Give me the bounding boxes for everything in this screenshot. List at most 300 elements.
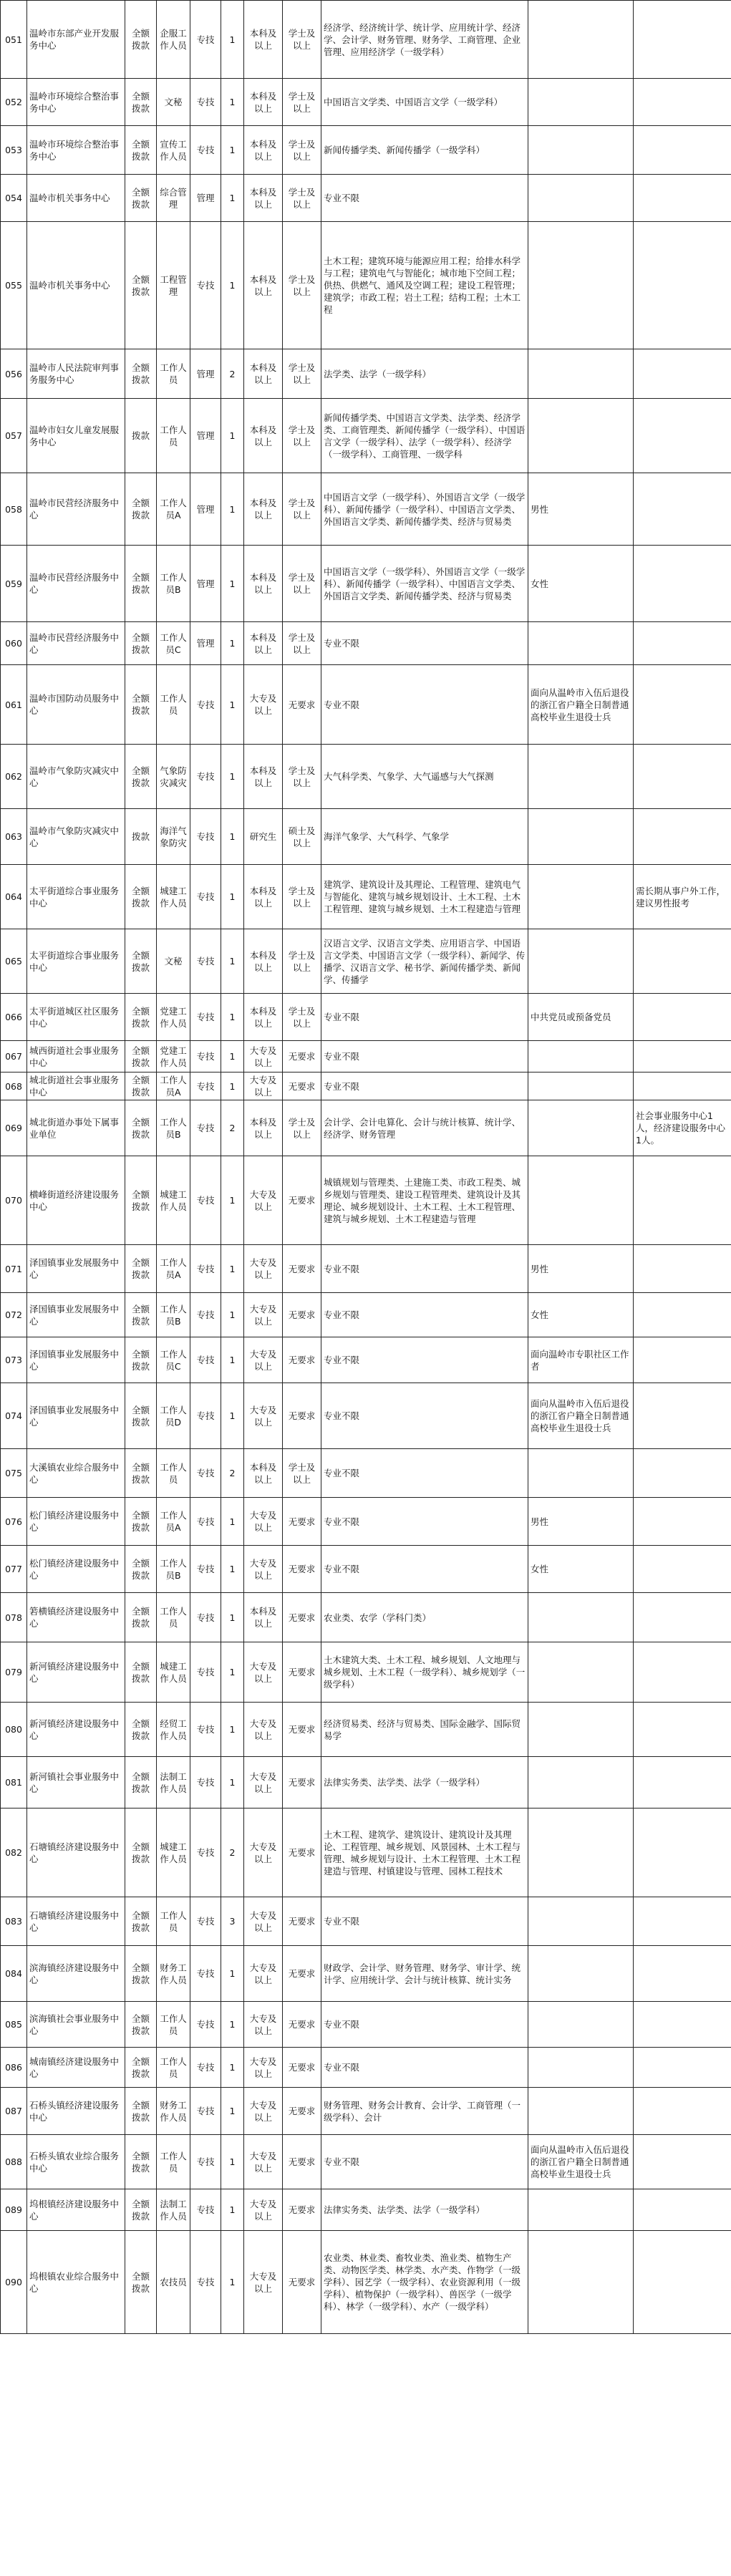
- cell-major-requirement: 新闻传播学类、新闻传播学（一级学科）: [321, 126, 528, 175]
- cell-education: 大专及以上: [244, 1808, 283, 1897]
- cell-degree: 无要求: [283, 1245, 321, 1293]
- cell-recruiting-unit: 温岭市环境综合整治事务中心: [27, 126, 125, 175]
- cell-row-number: 082: [1, 1808, 27, 1897]
- cell-funding-type: 全额拨款: [125, 2048, 157, 2088]
- cell-headcount: 1: [221, 1156, 244, 1245]
- cell-funding-type: 全额拨款: [125, 994, 157, 1041]
- cell-degree: 无要求: [283, 2048, 321, 2088]
- cell-major-requirement: 城镇规划与管理类、土建施工类、市政工程类、城乡规划与管理类、建设工程管理类、建筑设计及其理论、城乡规划设计、土木工程、土木工程管理、建筑与城乡规划、土木工程建造与管理: [321, 1156, 528, 1245]
- cell-education: 本科及以上: [244, 1100, 283, 1156]
- cell-major-requirement: 土木工程、建筑学、建筑设计、建筑设计及其理论、工程管理、城乡规划、风景园林、土木工程与管理、城乡规划与设计、土木工程管理、土木工程建造与管理、村镇建设与管理、园林工程技术: [321, 1808, 528, 1897]
- cell-education: 大专及以上: [244, 2189, 283, 2231]
- cell-position-name: 工作人员A: [157, 1072, 190, 1100]
- cell-headcount: 1: [221, 2189, 244, 2231]
- cell-degree: 无要求: [283, 2088, 321, 2135]
- cell-position-category: 专技: [190, 1946, 221, 2002]
- cell-position-category: 专技: [190, 745, 221, 809]
- cell-headcount: 1: [221, 2135, 244, 2189]
- cell-major-requirement: 海洋气象学、大气科学、气象学: [321, 809, 528, 865]
- cell-row-number: 055: [1, 222, 27, 349]
- cell-position-name: 工作人员: [157, 2135, 190, 2189]
- cell-other-requirement: 中共党员或预备党员: [528, 994, 634, 1041]
- cell-degree: 无要求: [283, 1293, 321, 1337]
- table-row: [1, 1293, 731, 1337]
- cell-degree: 无要求: [283, 1703, 321, 1757]
- cell-headcount: 1: [221, 1293, 244, 1337]
- cell-degree: 硕士及以上: [283, 809, 321, 865]
- cell-degree: 学士及以上: [283, 1449, 321, 1498]
- cell-degree: 无要求: [283, 1383, 321, 1449]
- cell-row-number: 062: [1, 745, 27, 809]
- cell-other-requirement: [528, 929, 634, 994]
- cell-major-requirement: 专业不限: [321, 622, 528, 665]
- cell-education: 本科及以上: [244, 929, 283, 994]
- cell-row-number: 076: [1, 1498, 27, 1546]
- cell-row-number: 077: [1, 1546, 27, 1593]
- cell-degree: 学士及以上: [283, 622, 321, 665]
- cell-major-requirement: 专业不限: [321, 2048, 528, 2088]
- cell-position-name: 工作人员B: [157, 546, 190, 622]
- cell-other-requirement: 女性: [528, 1293, 634, 1337]
- cell-row-number: 064: [1, 865, 27, 929]
- cell-position-category: 专技: [190, 1, 221, 79]
- cell-headcount: 1: [221, 865, 244, 929]
- cell-row-number: 087: [1, 2088, 27, 2135]
- cell-position-category: 专技: [190, 1449, 221, 1498]
- cell-degree: 学士及以上: [283, 79, 321, 126]
- cell-other-requirement: [528, 222, 634, 349]
- cell-degree: 学士及以上: [283, 175, 321, 222]
- cell-education: 大专及以上: [244, 1546, 283, 1593]
- cell-headcount: 2: [221, 1100, 244, 1156]
- cell-position-category: 专技: [190, 809, 221, 865]
- cell-major-requirement: 法律实务类、法学类、法学（一级学科）: [321, 1757, 528, 1808]
- cell-major-requirement: 专业不限: [321, 1337, 528, 1383]
- cell-major-requirement: 农业类、农学（学科门类）: [321, 1593, 528, 1642]
- cell-education: 大专及以上: [244, 1337, 283, 1383]
- cell-position-category: 专技: [190, 79, 221, 126]
- cell-position-category: 专技: [190, 665, 221, 745]
- cell-degree: 无要求: [283, 1498, 321, 1546]
- cell-headcount: 1: [221, 809, 244, 865]
- cell-position-name: 工作人员C: [157, 1337, 190, 1383]
- cell-degree: 学士及以上: [283, 222, 321, 349]
- cell-headcount: 2: [221, 349, 244, 399]
- cell-education: 本科及以上: [244, 79, 283, 126]
- cell-major-requirement: 建筑学、建筑设计及其理论、工程管理、建筑电气与智能化、建筑与城乡规划设计、土木工程、土木工程管理、建筑与城乡规划、土木工程建造与管理: [321, 865, 528, 929]
- cell-position-name: 企服工作人员: [157, 1, 190, 79]
- cell-other-requirement: [528, 2048, 634, 2088]
- cell-remarks: 需长期从事户外工作，建议男性报考: [634, 865, 731, 929]
- cell-remarks: [634, 2048, 731, 2088]
- cell-remarks: [634, 473, 731, 546]
- cell-row-number: 081: [1, 1757, 27, 1808]
- cell-row-number: 066: [1, 994, 27, 1041]
- cell-remarks: [634, 2135, 731, 2189]
- cell-education: 大专及以上: [244, 1498, 283, 1546]
- cell-degree: 学士及以上: [283, 399, 321, 473]
- cell-position-name: 工作人员B: [157, 1100, 190, 1156]
- cell-headcount: 1: [221, 2048, 244, 2088]
- cell-remarks: [634, 2189, 731, 2231]
- cell-position-category: 专技: [190, 1593, 221, 1642]
- cell-major-requirement: 专业不限: [321, 665, 528, 745]
- cell-funding-type: 全额拨款: [125, 2231, 157, 2334]
- cell-row-number: 054: [1, 175, 27, 222]
- cell-degree: 无要求: [283, 2135, 321, 2189]
- table-row: [1, 2002, 731, 2048]
- cell-funding-type: 拨款: [125, 809, 157, 865]
- cell-remarks: [634, 1156, 731, 1245]
- cell-position-category: 专技: [190, 2231, 221, 2334]
- table-row: [1, 79, 731, 126]
- table-row: [1, 1897, 731, 1946]
- cell-funding-type: 全额拨款: [125, 665, 157, 745]
- cell-other-requirement: 女性: [528, 546, 634, 622]
- cell-recruiting-unit: 温岭市国防动员服务中心: [27, 665, 125, 745]
- cell-recruiting-unit: 新河镇社会事业服务中心: [27, 1757, 125, 1808]
- cell-major-requirement: 法学类、法学（一级学科）: [321, 349, 528, 399]
- cell-other-requirement: [528, 1703, 634, 1757]
- cell-other-requirement: [528, 1072, 634, 1100]
- cell-other-requirement: [528, 1946, 634, 2002]
- cell-funding-type: 全额拨款: [125, 349, 157, 399]
- cell-recruiting-unit: 温岭市民营经济服务中心: [27, 546, 125, 622]
- cell-position-name: 工作人员: [157, 2002, 190, 2048]
- cell-position-category: 专技: [190, 1072, 221, 1100]
- cell-row-number: 088: [1, 2135, 27, 2189]
- cell-row-number: 080: [1, 1703, 27, 1757]
- table-row: [1, 1383, 731, 1449]
- cell-other-requirement: [528, 1041, 634, 1072]
- cell-degree: 无要求: [283, 1156, 321, 1245]
- cell-degree: 无要求: [283, 1072, 321, 1100]
- table-row: [1, 1100, 731, 1156]
- cell-funding-type: 全额拨款: [125, 1808, 157, 1897]
- cell-recruiting-unit: 城北街道社会事业服务中心: [27, 1072, 125, 1100]
- cell-position-name: 工作人员: [157, 665, 190, 745]
- cell-education: 本科及以上: [244, 399, 283, 473]
- cell-recruiting-unit: 泽国镇事业发展服务中心: [27, 1245, 125, 1293]
- cell-recruiting-unit: 温岭市人民法院审判事务服务中心: [27, 349, 125, 399]
- cell-other-requirement: [528, 1757, 634, 1808]
- cell-remarks: [634, 1546, 731, 1593]
- table-row: [1, 1156, 731, 1245]
- cell-headcount: 1: [221, 1337, 244, 1383]
- cell-education: 本科及以上: [244, 349, 283, 399]
- cell-headcount: 1: [221, 1498, 244, 1546]
- cell-remarks: [634, 1593, 731, 1642]
- cell-degree: 学士及以上: [283, 1100, 321, 1156]
- cell-other-requirement: 面向从温岭市入伍后退役的浙江省户籍全日制普通高校毕业生退役士兵: [528, 2135, 634, 2189]
- cell-row-number: 071: [1, 1245, 27, 1293]
- cell-remarks: [634, 1946, 731, 2002]
- cell-position-category: 管理: [190, 399, 221, 473]
- table-row: [1, 865, 731, 929]
- cell-education: 大专及以上: [244, 1946, 283, 2002]
- cell-major-requirement: 专业不限: [321, 1546, 528, 1593]
- cell-row-number: 083: [1, 1897, 27, 1946]
- cell-recruiting-unit: 温岭市民营经济服务中心: [27, 473, 125, 546]
- cell-headcount: 1: [221, 994, 244, 1041]
- cell-other-requirement: [528, 126, 634, 175]
- cell-remarks: [634, 2002, 731, 2048]
- table-row: [1, 665, 731, 745]
- cell-headcount: 1: [221, 126, 244, 175]
- cell-funding-type: 全额拨款: [125, 222, 157, 349]
- cell-other-requirement: [528, 2189, 634, 2231]
- cell-position-category: 管理: [190, 175, 221, 222]
- cell-position-category: 专技: [190, 1041, 221, 1072]
- cell-education: 大专及以上: [244, 1156, 283, 1245]
- cell-recruiting-unit: 松门镇经济建设服务中心: [27, 1498, 125, 1546]
- cell-row-number: 056: [1, 349, 27, 399]
- cell-education: 本科及以上: [244, 222, 283, 349]
- cell-remarks: [634, 622, 731, 665]
- cell-degree: 无要求: [283, 1642, 321, 1703]
- cell-position-category: 专技: [190, 1383, 221, 1449]
- cell-position-category: 专技: [190, 222, 221, 349]
- cell-other-requirement: [528, 2002, 634, 2048]
- cell-row-number: 063: [1, 809, 27, 865]
- cell-other-requirement: 女性: [528, 1546, 634, 1593]
- cell-recruiting-unit: 滨海镇社会事业服务中心: [27, 2002, 125, 2048]
- cell-row-number: 051: [1, 1, 27, 79]
- cell-position-name: 文秘: [157, 79, 190, 126]
- cell-other-requirement: [528, 2088, 634, 2135]
- cell-recruiting-unit: 松门镇经济建设服务中心: [27, 1546, 125, 1593]
- cell-position-name: 工程管理: [157, 222, 190, 349]
- cell-education: 大专及以上: [244, 1245, 283, 1293]
- cell-position-category: 专技: [190, 1808, 221, 1897]
- cell-remarks: [634, 1383, 731, 1449]
- cell-major-requirement: 专业不限: [321, 2135, 528, 2189]
- table-row: [1, 1498, 731, 1546]
- cell-degree: 学士及以上: [283, 473, 321, 546]
- cell-other-requirement: 面向从温岭市入伍后退役的浙江省户籍全日制普通高校毕业生退役士兵: [528, 665, 634, 745]
- cell-row-number: 070: [1, 1156, 27, 1245]
- table-row: [1, 349, 731, 399]
- cell-row-number: 068: [1, 1072, 27, 1100]
- cell-other-requirement: [528, 1100, 634, 1156]
- cell-headcount: 2: [221, 1808, 244, 1897]
- cell-position-category: 专技: [190, 2048, 221, 2088]
- cell-recruiting-unit: 石桥头镇农业综合服务中心: [27, 2135, 125, 2189]
- cell-row-number: 058: [1, 473, 27, 546]
- cell-education: 大专及以上: [244, 665, 283, 745]
- cell-position-name: 工作人员: [157, 1593, 190, 1642]
- cell-position-category: 专技: [190, 2189, 221, 2231]
- cell-remarks: [634, 79, 731, 126]
- cell-remarks: [634, 126, 731, 175]
- cell-recruiting-unit: 温岭市东部产业开发服务中心: [27, 1, 125, 79]
- cell-funding-type: 全额拨款: [125, 126, 157, 175]
- cell-major-requirement: 专业不限: [321, 2002, 528, 2048]
- cell-row-number: 079: [1, 1642, 27, 1703]
- table-row: [1, 1245, 731, 1293]
- cell-other-requirement: [528, 1642, 634, 1703]
- cell-position-category: 专技: [190, 1156, 221, 1245]
- cell-position-category: 管理: [190, 473, 221, 546]
- cell-remarks: [634, 1757, 731, 1808]
- cell-position-name: 工作人员: [157, 349, 190, 399]
- cell-recruiting-unit: 温岭市环境综合整治事务中心: [27, 79, 125, 126]
- table-row: [1, 1337, 731, 1383]
- cell-other-requirement: [528, 622, 634, 665]
- cell-headcount: 1: [221, 399, 244, 473]
- table-row: [1, 1546, 731, 1593]
- cell-major-requirement: 经济贸易类、经济与贸易类、国际金融学、国际贸易学: [321, 1703, 528, 1757]
- cell-funding-type: 全额拨款: [125, 546, 157, 622]
- cell-position-name: 城建工作人员: [157, 1642, 190, 1703]
- cell-row-number: 067: [1, 1041, 27, 1072]
- cell-position-category: 专技: [190, 1245, 221, 1293]
- cell-major-requirement: 专业不限: [321, 175, 528, 222]
- table-row: [1, 1041, 731, 1072]
- cell-education: 大专及以上: [244, 1072, 283, 1100]
- cell-position-name: 气象防灾减灾: [157, 745, 190, 809]
- cell-headcount: 1: [221, 79, 244, 126]
- cell-funding-type: 全额拨款: [125, 79, 157, 126]
- cell-other-requirement: [528, 1593, 634, 1642]
- cell-row-number: 074: [1, 1383, 27, 1449]
- cell-row-number: 057: [1, 399, 27, 473]
- cell-position-name: 宣传工作人员: [157, 126, 190, 175]
- cell-recruiting-unit: 泽国镇事业发展服务中心: [27, 1293, 125, 1337]
- cell-funding-type: 拨款: [125, 399, 157, 473]
- table-row: [1, 1642, 731, 1703]
- cell-other-requirement: [528, 399, 634, 473]
- table-row: [1, 2231, 731, 2334]
- cell-headcount: 1: [221, 1245, 244, 1293]
- cell-headcount: 1: [221, 1383, 244, 1449]
- cell-remarks: [634, 1808, 731, 1897]
- cell-funding-type: 全额拨款: [125, 929, 157, 994]
- cell-recruiting-unit: 大溪镇农业综合服务中心: [27, 1449, 125, 1498]
- cell-funding-type: 全额拨款: [125, 2189, 157, 2231]
- cell-funding-type: 全额拨款: [125, 1946, 157, 2002]
- cell-headcount: 1: [221, 1946, 244, 2002]
- table-row: [1, 994, 731, 1041]
- cell-major-requirement: 财务管理、财务会计教育、会计学、工商管理（一级学科）、会计: [321, 2088, 528, 2135]
- cell-headcount: 1: [221, 2231, 244, 2334]
- cell-position-category: 专技: [190, 929, 221, 994]
- cell-headcount: 1: [221, 175, 244, 222]
- cell-recruiting-unit: 温岭市机关事务中心: [27, 222, 125, 349]
- cell-position-category: 专技: [190, 1642, 221, 1703]
- cell-row-number: 059: [1, 546, 27, 622]
- cell-degree: 无要求: [283, 2231, 321, 2334]
- cell-row-number: 065: [1, 929, 27, 994]
- cell-degree: 无要求: [283, 1593, 321, 1642]
- cell-other-requirement: [528, 349, 634, 399]
- cell-education: 本科及以上: [244, 1593, 283, 1642]
- cell-funding-type: 全额拨款: [125, 1072, 157, 1100]
- cell-education: 本科及以上: [244, 745, 283, 809]
- cell-position-category: 专技: [190, 2088, 221, 2135]
- cell-recruiting-unit: 石桥头镇经济建设服务中心: [27, 2088, 125, 2135]
- cell-row-number: 078: [1, 1593, 27, 1642]
- cell-funding-type: 全额拨款: [125, 1703, 157, 1757]
- cell-degree: 无要求: [283, 2189, 321, 2231]
- cell-recruiting-unit: 横峰街道经济建设服务中心: [27, 1156, 125, 1245]
- cell-remarks: [634, 929, 731, 994]
- cell-position-category: 专技: [190, 1498, 221, 1546]
- cell-position-name: 工作人员: [157, 1897, 190, 1946]
- cell-position-category: 专技: [190, 2002, 221, 2048]
- cell-headcount: 1: [221, 2002, 244, 2048]
- cell-headcount: 1: [221, 1072, 244, 1100]
- cell-funding-type: 全额拨款: [125, 622, 157, 665]
- table-row: [1, 1072, 731, 1100]
- cell-funding-type: 全额拨款: [125, 2002, 157, 2048]
- cell-position-category: 管理: [190, 622, 221, 665]
- cell-degree: 无要求: [283, 1546, 321, 1593]
- cell-other-requirement: 男性: [528, 1498, 634, 1546]
- cell-headcount: 1: [221, 1593, 244, 1642]
- cell-position-name: 综合管理: [157, 175, 190, 222]
- cell-position-category: 专技: [190, 1293, 221, 1337]
- cell-headcount: 1: [221, 745, 244, 809]
- cell-funding-type: 全额拨款: [125, 2135, 157, 2189]
- cell-other-requirement: 男性: [528, 473, 634, 546]
- cell-row-number: 090: [1, 2231, 27, 2334]
- cell-position-category: 专技: [190, 994, 221, 1041]
- cell-degree: 无要求: [283, 665, 321, 745]
- cell-position-category: 专技: [190, 1897, 221, 1946]
- table-row: [1, 745, 731, 809]
- cell-education: 大专及以上: [244, 1897, 283, 1946]
- table-row: [1, 1703, 731, 1757]
- cell-funding-type: 全额拨款: [125, 473, 157, 546]
- cell-major-requirement: 大气科学类、气象学、大气遥感与大气探测: [321, 745, 528, 809]
- cell-other-requirement: [528, 175, 634, 222]
- cell-position-name: 农技员: [157, 2231, 190, 2334]
- cell-headcount: 1: [221, 665, 244, 745]
- cell-education: 大专及以上: [244, 2002, 283, 2048]
- cell-headcount: 1: [221, 1642, 244, 1703]
- cell-remarks: [634, 222, 731, 349]
- cell-remarks: [634, 175, 731, 222]
- cell-position-category: 专技: [190, 126, 221, 175]
- cell-position-name: 工作人员A: [157, 473, 190, 546]
- cell-row-number: 072: [1, 1293, 27, 1337]
- cell-recruiting-unit: 城南镇经济建设服务中心: [27, 2048, 125, 2088]
- cell-recruiting-unit: 温岭市民营经济服务中心: [27, 622, 125, 665]
- cell-other-requirement: [528, 1808, 634, 1897]
- cell-recruiting-unit: 坞根镇经济建设服务中心: [27, 2189, 125, 2231]
- cell-major-requirement: 新闻传播学类、中国语言文学类、法学类、经济学类、工商管理类、新闻传播学（一级学科）、中国语言文学（一级学科）、法学（一级学科）、经济学（一级学科）、工商管理、一级学科: [321, 399, 528, 473]
- cell-education: 本科及以上: [244, 994, 283, 1041]
- cell-education: 本科及以上: [244, 622, 283, 665]
- cell-remarks: [634, 2231, 731, 2334]
- cell-education: 本科及以上: [244, 546, 283, 622]
- cell-position-category: 管理: [190, 349, 221, 399]
- cell-major-requirement: 中国语言文学（一级学科）、外国语言文学（一级学科）、新闻传播学（一级学科）、中国语言文学类、外国语言文学类、新闻传播学类、经济与贸易类: [321, 473, 528, 546]
- cell-funding-type: 全额拨款: [125, 1245, 157, 1293]
- cell-remarks: [634, 1498, 731, 1546]
- cell-education: 大专及以上: [244, 2088, 283, 2135]
- cell-education: 本科及以上: [244, 126, 283, 175]
- cell-funding-type: 全额拨款: [125, 1156, 157, 1245]
- cell-row-number: 052: [1, 79, 27, 126]
- cell-degree: 学士及以上: [283, 745, 321, 809]
- cell-headcount: 1: [221, 929, 244, 994]
- cell-degree: 无要求: [283, 1808, 321, 1897]
- cell-remarks: [634, 399, 731, 473]
- cell-major-requirement: 土木工程；建筑环境与能源应用工程；给排水科学与工程；建筑电气与智能化；城市地下空间工程；供热、供燃气、通风及空调工程；建设工程管理；建筑学；市政工程；岩土工程；结构工程；土木工程: [321, 222, 528, 349]
- cell-recruiting-unit: 温岭市气象防灾减灾中心: [27, 809, 125, 865]
